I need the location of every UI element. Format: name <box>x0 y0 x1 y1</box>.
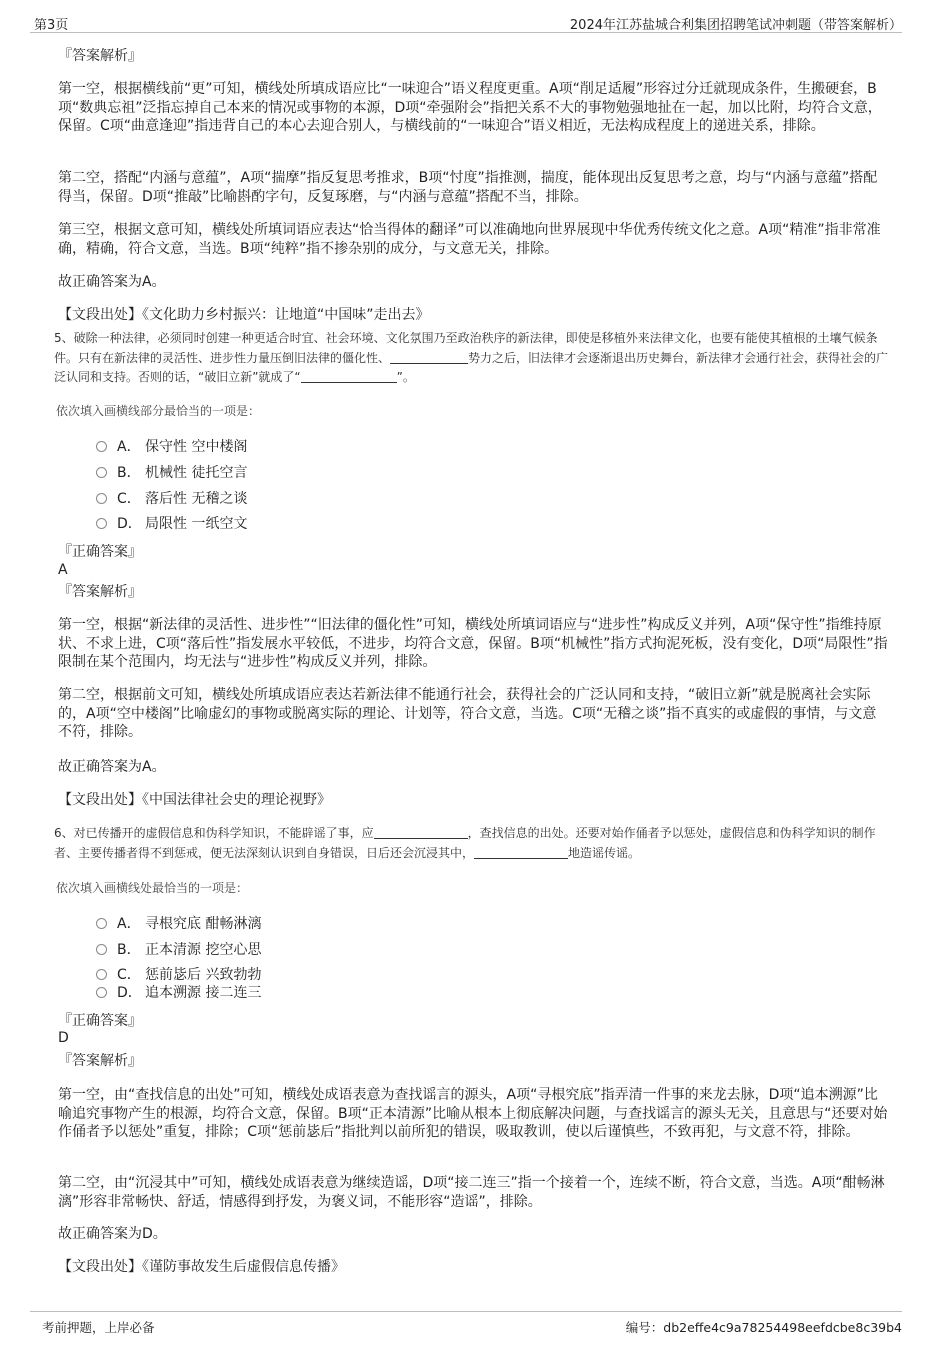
q4-analysis-p1: 第一空，根据横线前“更”可知，横线处所填成语应比“一味迎合”语义程度更重。A项“削足适履”形容过分迁就现成条件，生搬硬套，B项“数典忘祖”泛指忘掉自己本来的情况或事物的本源，D项“牵强附会”指把关系不大的事物勉强地扯在一起，加以比附，均符合文意，保留。C项“曲意逢迎”指违背自己的本心去迎合别人，与横线前的“一味迎合”语义相近，无法构成程度上的递进关系，排除。 <box>58 81 882 134</box>
q5-analysis-p2: 第二空，根据前文可知，横线处所填成语应表达若新法律不能通行社会，获得社会的广泛认同和支持，“破旧立新”就是脱离社会实际的，A项“空中楼阁”比喻虚幻的事物或脱离实际的理论、计划等，符合文意，当选。C项“无稽之谈”指不真实的或虚假的事情，与文意不符，排除。 <box>58 687 877 740</box>
q5-analysis-p1: 第一空，根据“新法律的灵活性、进步性”“旧法律的僵化性”可知，横线处所填词语应与“进步性”构成反义并列，A项“保守性”指维持原状、不求上进，C项“落后性”指发展水平较低，不进步，均符合文意，保留。B项“机械性”指方式拘泥死板，没有变化，D项“局限性”指限制在某个范围内，均无法与“进步性”构成反义并列，排除。 <box>58 617 888 670</box>
radio-icon[interactable] <box>96 944 107 955</box>
page-footer <box>30 1311 902 1336</box>
q5-conclusion: 故正确答案为A。 <box>58 759 166 775</box>
blank-2 <box>474 846 568 859</box>
q6-analysis-label: 『答案解析』 <box>58 1053 142 1069</box>
q5-option-a[interactable]: A． 保守性 空中楼阁 <box>96 438 247 456</box>
q6-answer: D <box>58 1030 69 1046</box>
q6-option-d[interactable]: D． 追本溯源 接二连三 <box>96 984 261 1002</box>
q5-source: 【文段出处】《中国法律社会史的理论视野》 <box>58 792 331 808</box>
q5-answer-label: 『正确答案』 <box>58 544 142 560</box>
q6-option-a[interactable]: A． 寻根究底 酣畅淋漓 <box>96 915 261 933</box>
q6-option-c[interactable]: C． 惩前毖后 兴致勃勃 <box>96 966 261 984</box>
blank-1 <box>390 351 468 364</box>
radio-icon[interactable] <box>96 518 107 529</box>
q6-prompt: 依次填入画横线处最恰当的一项是： <box>56 881 249 895</box>
q5-analysis-label: 『答案解析』 <box>58 584 142 600</box>
q5-prompt: 依次填入画横线部分最恰当的一项是： <box>56 404 261 418</box>
q6-analysis-p1: 第一空，由“查找信息的出处”可知，横线处成语表意为查找谣言的源头，A项“寻根究底”指弄清一件事的来龙去脉，D项“追本溯源”比喻追究事物产生的根源，均符合文意，保留。B项“正本清源”比喻从根本上彻底解决问题，与查找谣言的源头无关，且意思与“还要对始作俑者予以惩处”重复，排除；C项“惩前毖后”指批判以前所犯的错误，吸取教训，使以后谨慎些，不致再犯，与文意不符，排除。 <box>58 1087 888 1140</box>
page-number: 第3页 <box>34 18 69 33</box>
q6-analysis-p2: 第二空，由“沉浸其中”可知，横线处成语表意为继续造谣，D项“接二连三”指一个接着一个，连续不断，符合文意，当选。A项“酣畅淋漓”形容非常畅快、舒适，情感得到抒发，为褒义词，不能形容“造谣”，排除。 <box>58 1175 885 1210</box>
radio-icon[interactable] <box>96 467 107 478</box>
radio-icon[interactable] <box>96 987 107 998</box>
q6-source: 【文段出处】《谨防事故发生后虚假信息传播》 <box>58 1259 345 1275</box>
radio-icon[interactable] <box>96 969 107 980</box>
radio-icon[interactable] <box>96 918 107 929</box>
footer-slogan: 考前押题，上岸必备 <box>42 1320 155 1335</box>
q4-analysis-p3: 第三空，根据文意可知，横线处所填词语应表达“恰当得体的翻译”可以准确地向世界展现中华优秀传统文化之意。A项“精准”指非常准确，精确，符合文意，当选。B项“纯粹”指不掺杂别的成分，与文意无关，排除。 <box>58 222 881 257</box>
q4-analysis-label: 『答案解析』 <box>58 48 142 64</box>
radio-icon[interactable] <box>96 441 107 452</box>
radio-icon[interactable] <box>96 493 107 504</box>
q4-source: 【文段出处】《文化助力乡村振兴：让地道“中国味”走出去》 <box>58 307 430 323</box>
q6-question: 6、对已传播开的虚假信息和伪科学知识，不能辟谣了事，应 ，查找信息的出处。还要对始作俑者予以惩处，虚假信息和伪科学知识的制作者、主要传播者得不到惩戒，便无法深刻认识到自身错误，日后还会沉浸其中， 地造谣传谣。 <box>54 826 876 860</box>
blank-2 <box>301 370 397 383</box>
q4-conclusion: 故正确答案为A。 <box>58 274 166 290</box>
q5-question: 5、破除一种法律，必须同时创建一种更适合时宜、社会环境、文化氛围乃至政治秩序的新法律，即使是移植外来法律文化，也要有能使其植根的土壤气候条件。只有在新法律的灵活性、进步性力量压倒旧法律的僵化性、 势力之后，旧法律才会逐渐退出历史舞台，新法律才会通行社会，获得社会的广泛认同和支持。否则的话，“破旧立新”就成了“ ”。 <box>54 331 889 384</box>
q5-answer: A <box>58 562 68 578</box>
q5-option-d[interactable]: D． 局限性 一纸空文 <box>96 515 247 533</box>
q6-option-b[interactable]: B． 正本清源 挖空心思 <box>96 941 261 959</box>
q6-answer-label: 『正确答案』 <box>58 1013 142 1029</box>
page-header <box>30 10 902 33</box>
document-title: 2024年江苏盐城合利集团招聘笔试冲刺题（带答案解析） <box>569 18 902 33</box>
q6-conclusion: 故正确答案为D。 <box>58 1226 167 1242</box>
blank-1 <box>374 826 468 839</box>
document-code: 编号：db2effe4c9a78254498eefdcbe8c39b4 <box>625 1320 902 1335</box>
q5-option-c[interactable]: C． 落后性 无稽之谈 <box>96 490 247 508</box>
q5-option-b[interactable]: B． 机械性 徒托空言 <box>96 464 247 482</box>
q4-analysis-p2: 第二空，搭配“内涵与意蕴”，A项“揣摩”指反复思考推求，B项“忖度”指推测，揣度，能体现出反复思考之意，均与“内涵与意蕴”搭配得当，保留。D项“推敲”比喻斟酌字句，反复琢磨，与“内涵与意蕴”搭配不当，排除。 <box>58 170 878 205</box>
